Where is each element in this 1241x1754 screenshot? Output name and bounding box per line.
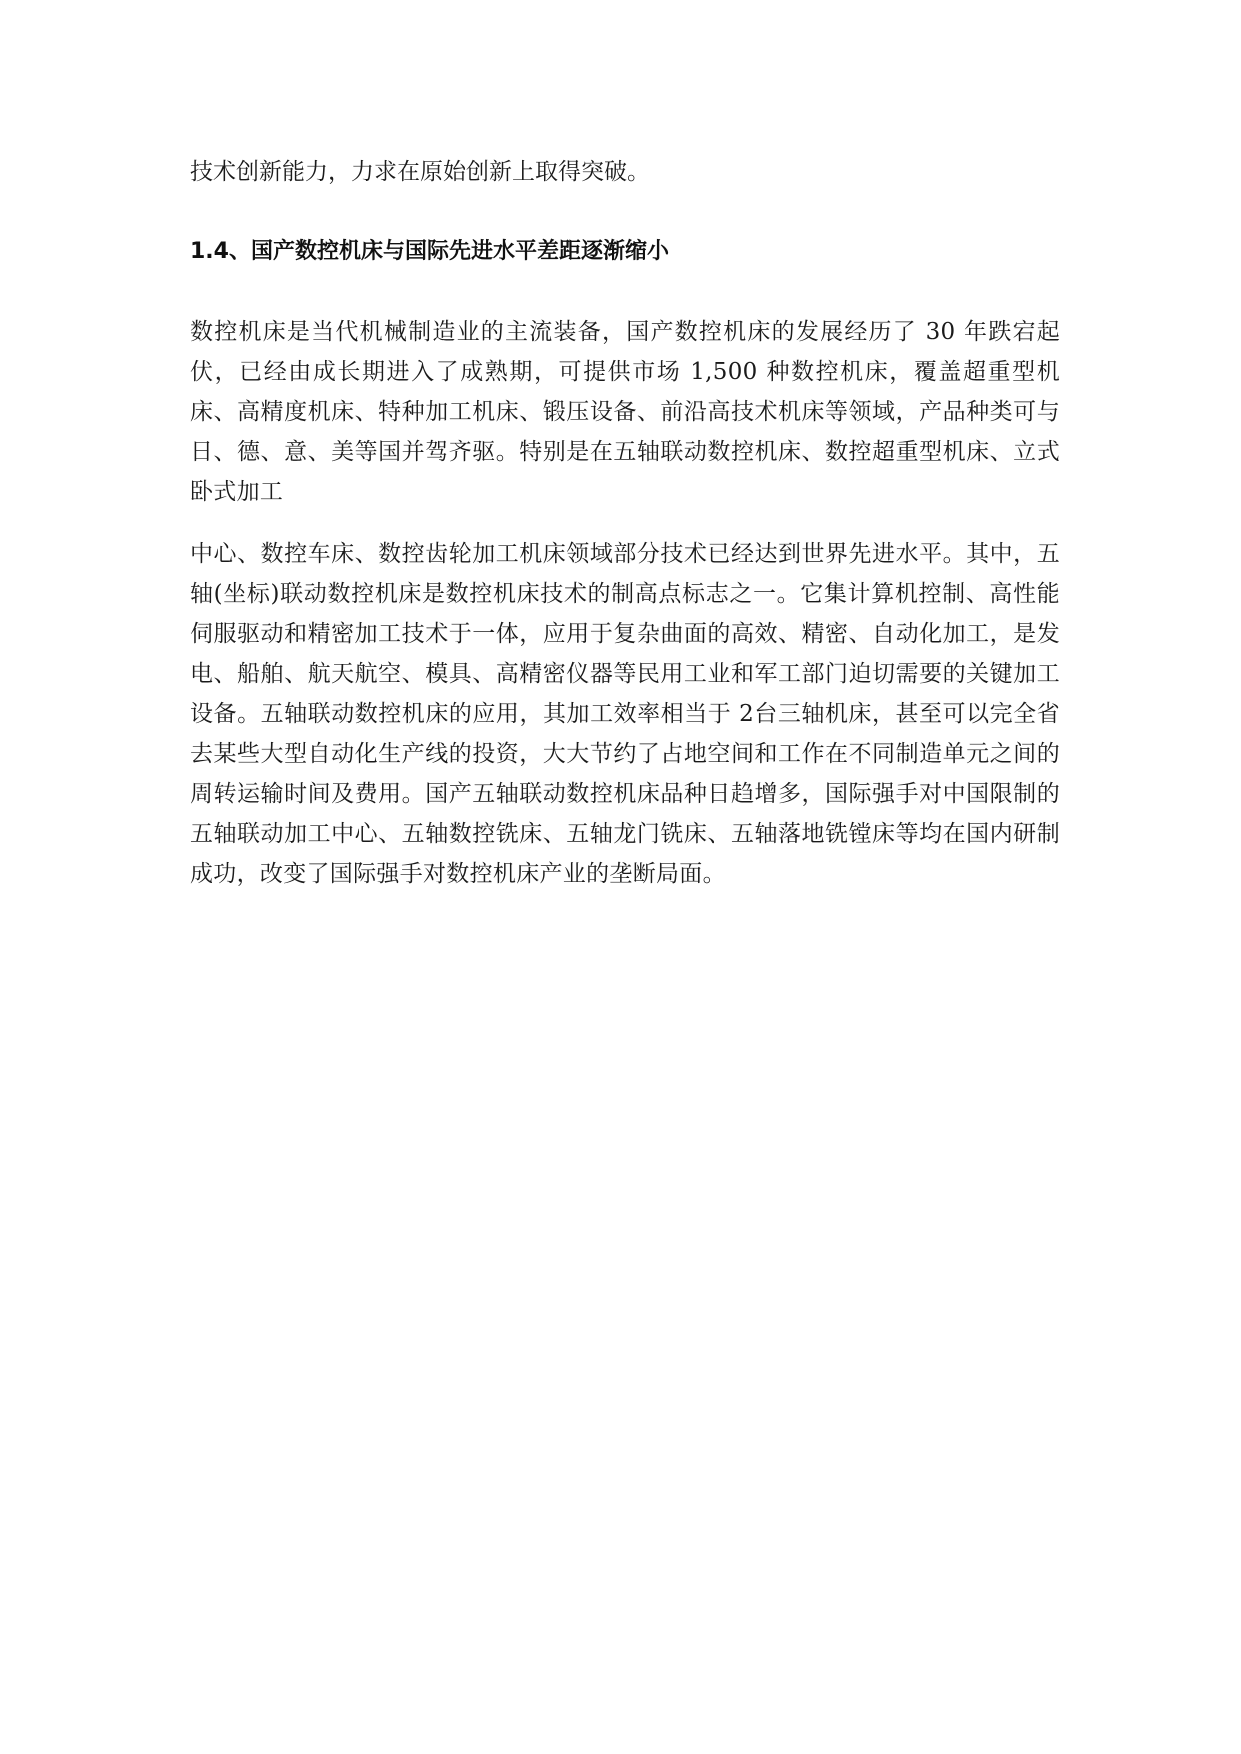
section-heading: 1.4、国产数控机床与国际先进水平差距逐渐缩小 — [190, 239, 669, 264]
paragraph-1: 数控机床是当代机械制造业的主流装备，国产数控机床的发展经历了 30 年跌宕起伏，已经由成长期进入了成熟期，可提供市场 1,500 种数控机床，覆盖超重型机床、高精度机床、特种加工机床、锻压设备、前沿高技术机床等领域，产品种类可与日、德、意、美等国并驾齐驱。特别是在五轴联动数控机床、数控超重型机床、立式卧式加工 — [190, 319, 1060, 505]
paragraph-2: 中心、数控车床、数控齿轮加工机床领域部分技术已经达到世界先进水平。其中，五轴(坐标)联动数控机床是数控机床技术的制高点标志之一。它集计算机控制、高性能伺服驱动和精密加工技术于一体，应用于复杂曲面的高效、精密、自动化加工，是发电、船舶、航天航空、模具、高精密仪器等民用工业和军工部门迫切需要的关键加工设备。五轴联动数控机床的应用，其加工效率相当于 2台三轴机床，甚至可以完全省去某些大型自动化生产线的投资，大大节约了占地空间和工作在不同制造单元之间的周转运输时间及费用。国产五轴联动数控机床品种日趋增多，国际强手对中国限制的五轴联动加工中心、五轴数控铣床、五轴龙门铣床、五轴落地铣镗床等均在国内研制成功，改变了国际强手对数控机床产业的垄断局面。 — [190, 541, 1060, 887]
document-body — [190, 152, 1060, 894]
intro-line: 技术创新能力，力求在原始创新上取得突破。 — [190, 159, 650, 185]
